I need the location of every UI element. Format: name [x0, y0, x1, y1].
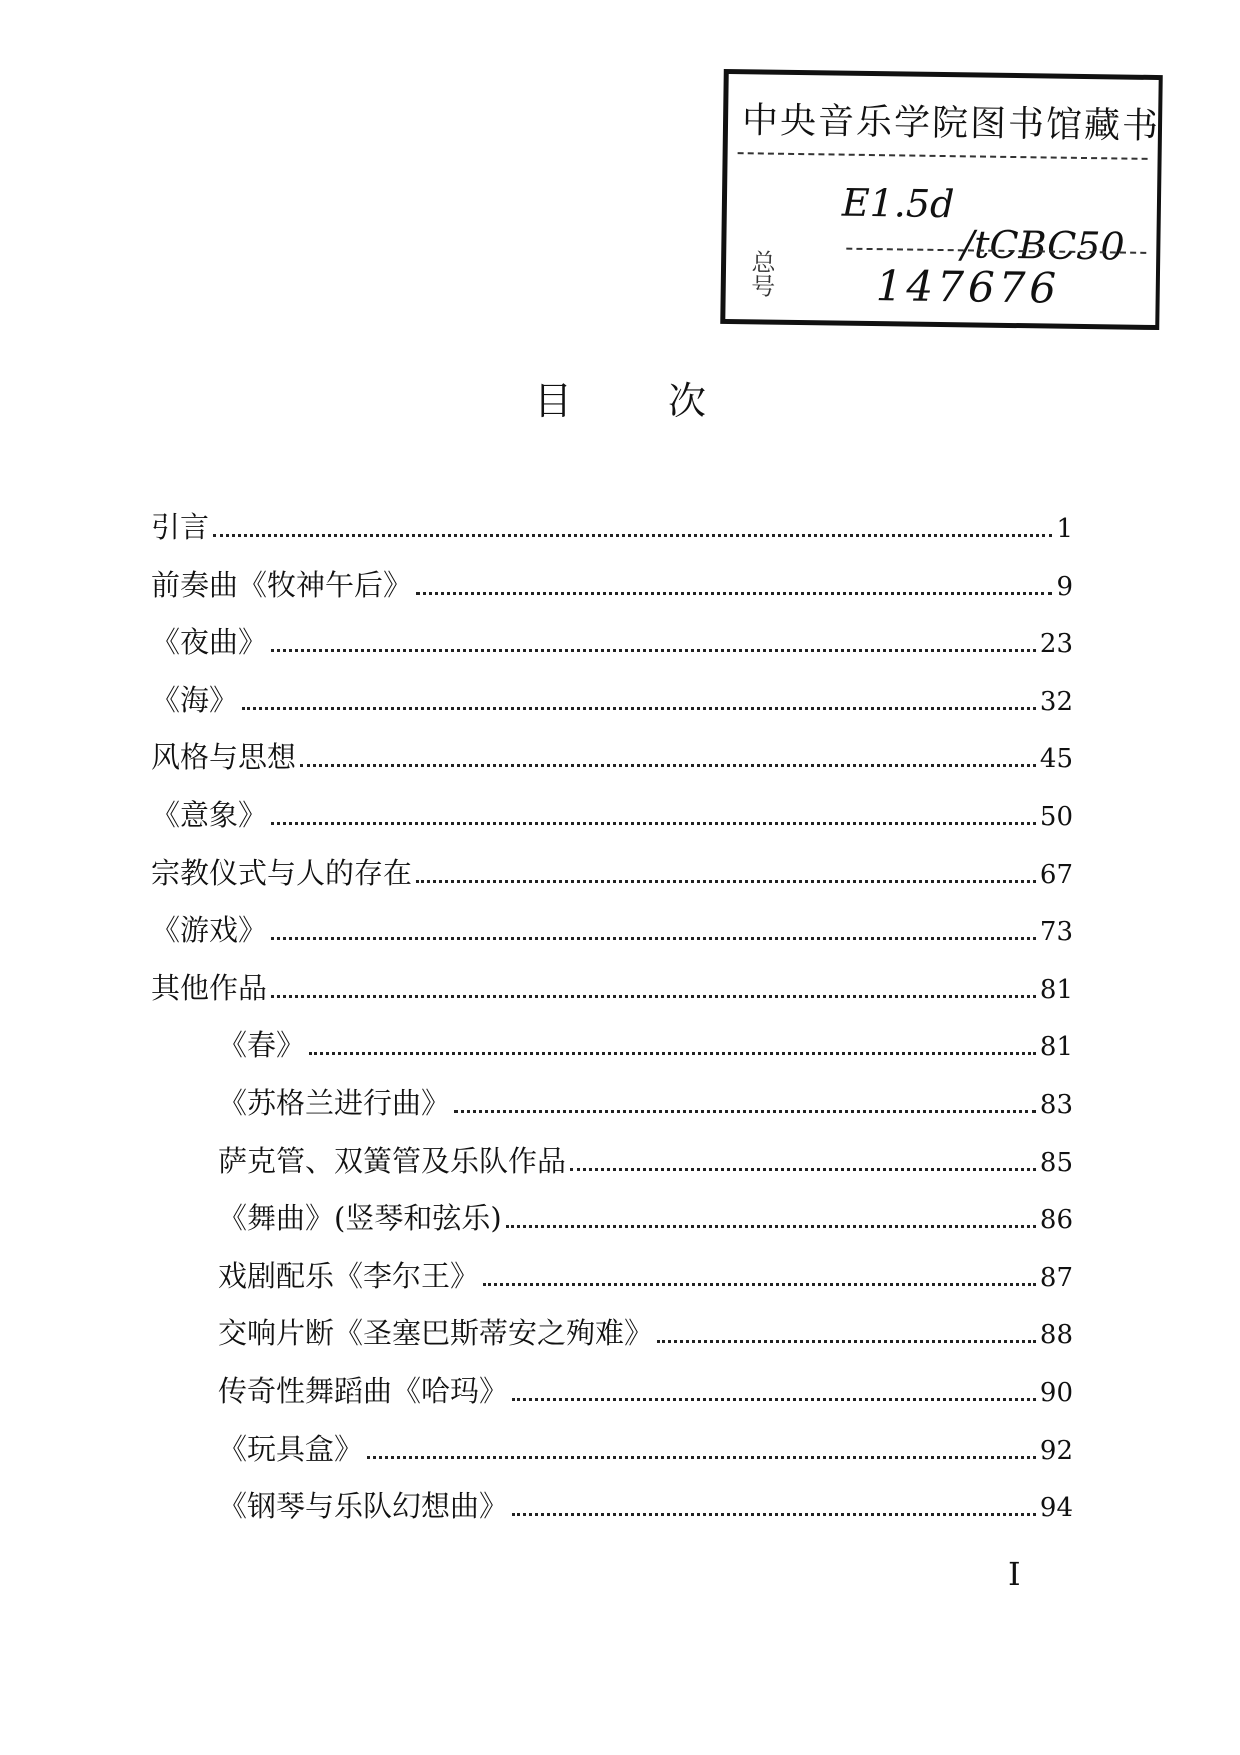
dot-leader	[213, 534, 1052, 537]
dot-leader	[657, 1340, 1036, 1343]
dot-leader	[242, 707, 1036, 710]
toc-entry	[151, 1196, 1073, 1254]
toc-entry	[151, 966, 1073, 1024]
toc-entry	[151, 678, 1073, 736]
stamp-library-name: 中央音乐学院图书馆藏书	[741, 100, 1161, 148]
dot-leader	[570, 1168, 1036, 1171]
toc-entry	[151, 735, 1073, 793]
toc-entry-title: 《夜曲》	[151, 625, 268, 660]
stamp-divider	[738, 152, 1148, 160]
toc-entry-title: 《春》	[218, 1028, 306, 1063]
toc-entry	[151, 1023, 1073, 1081]
toc-entry-page: 83	[1039, 1089, 1073, 1120]
dot-leader	[300, 764, 1036, 767]
toc-entry	[151, 793, 1073, 851]
toc-entry-title: 《舞曲》(竖琴和弦乐)	[218, 1201, 502, 1236]
dot-leader	[512, 1398, 1036, 1401]
dot-leader	[271, 649, 1036, 652]
toc-entry-page: 23	[1039, 629, 1073, 660]
toc-entry-page: 1	[1056, 514, 1073, 544]
toc-entry-title: 萨克管、双簧管及乐队作品	[218, 1143, 567, 1178]
stamp-register-number: 147676	[875, 261, 1061, 313]
title-char: 目	[533, 379, 572, 423]
toc-entry-page: 87	[1039, 1262, 1073, 1293]
toc-entry-title: 《钢琴与乐队幻想曲》	[218, 1489, 509, 1524]
title-char: 次	[668, 379, 707, 423]
toc-entry-page: 81	[1039, 1032, 1073, 1063]
toc-entry-title: 交响片断《圣塞巴斯蒂安之殉难》	[218, 1316, 654, 1351]
stamp-call-number-2: /tCBC50	[961, 222, 1125, 269]
page-number: I	[1008, 1555, 1021, 1593]
page-title	[0, 370, 1240, 425]
toc-entry-title: 《苏格兰进行曲》	[218, 1085, 451, 1120]
dot-leader	[309, 1052, 1036, 1055]
dot-leader	[271, 937, 1036, 940]
dot-leader	[416, 880, 1036, 883]
dot-leader	[271, 822, 1036, 825]
toc-entry-title: 《意象》	[151, 797, 268, 832]
toc-entry-page: 81	[1039, 974, 1073, 1005]
toc-entry-page: 73	[1039, 917, 1073, 948]
dot-leader	[483, 1283, 1036, 1286]
dot-leader	[271, 995, 1036, 998]
toc-entry	[151, 851, 1073, 909]
toc-entry	[151, 1369, 1073, 1427]
toc-entry-title: 传奇性舞蹈曲《哈玛》	[218, 1373, 509, 1408]
toc-entry	[151, 908, 1073, 966]
toc-entry	[151, 1484, 1073, 1542]
toc-entry	[151, 620, 1073, 678]
toc-entry	[151, 563, 1073, 621]
toc-entry-page: 67	[1039, 859, 1073, 890]
toc-entry-title: 引言	[151, 510, 210, 544]
toc-entry-page: 50	[1039, 801, 1073, 832]
toc-entry-page: 32	[1039, 686, 1073, 717]
toc-entry-page: 88	[1039, 1320, 1073, 1351]
toc-entry	[151, 1139, 1073, 1197]
toc-entry-title: 风格与思想	[151, 740, 297, 775]
toc-entry	[151, 1427, 1073, 1485]
toc-entry	[151, 505, 1073, 563]
dot-leader	[454, 1110, 1036, 1113]
dot-leader	[367, 1456, 1036, 1459]
toc-entry	[151, 1311, 1073, 1369]
toc-entry	[151, 1081, 1073, 1139]
table-of-contents	[151, 505, 1073, 1542]
toc-entry-page: 94	[1039, 1493, 1073, 1524]
toc-entry-page: 90	[1039, 1377, 1073, 1408]
library-stamp	[720, 69, 1163, 330]
toc-entry-page: 92	[1039, 1435, 1073, 1466]
toc-entry-title: 《玩具盒》	[218, 1431, 364, 1466]
toc-entry-page: 86	[1039, 1205, 1073, 1236]
toc-entry-page: 45	[1039, 744, 1073, 775]
toc-entry	[151, 1254, 1073, 1312]
toc-entry-page: 9	[1056, 571, 1073, 602]
dot-leader	[506, 1225, 1036, 1228]
toc-entry-title: 《海》	[151, 682, 239, 717]
toc-entry-title: 前奏曲《牧神午后》	[151, 567, 413, 602]
dot-leader	[512, 1513, 1036, 1516]
stamp-register-label: 总号	[746, 249, 776, 298]
toc-entry-title: 宗教仪式与人的存在	[151, 855, 413, 890]
stamp-call-number-1: E1.5d	[841, 180, 955, 227]
toc-entry-page: 85	[1039, 1147, 1073, 1178]
toc-entry-title: 其他作品	[151, 970, 268, 1005]
dot-leader	[416, 592, 1052, 595]
toc-entry-title: 《游戏》	[151, 913, 268, 948]
toc-entry-title: 戏剧配乐《李尔王》	[218, 1258, 480, 1293]
